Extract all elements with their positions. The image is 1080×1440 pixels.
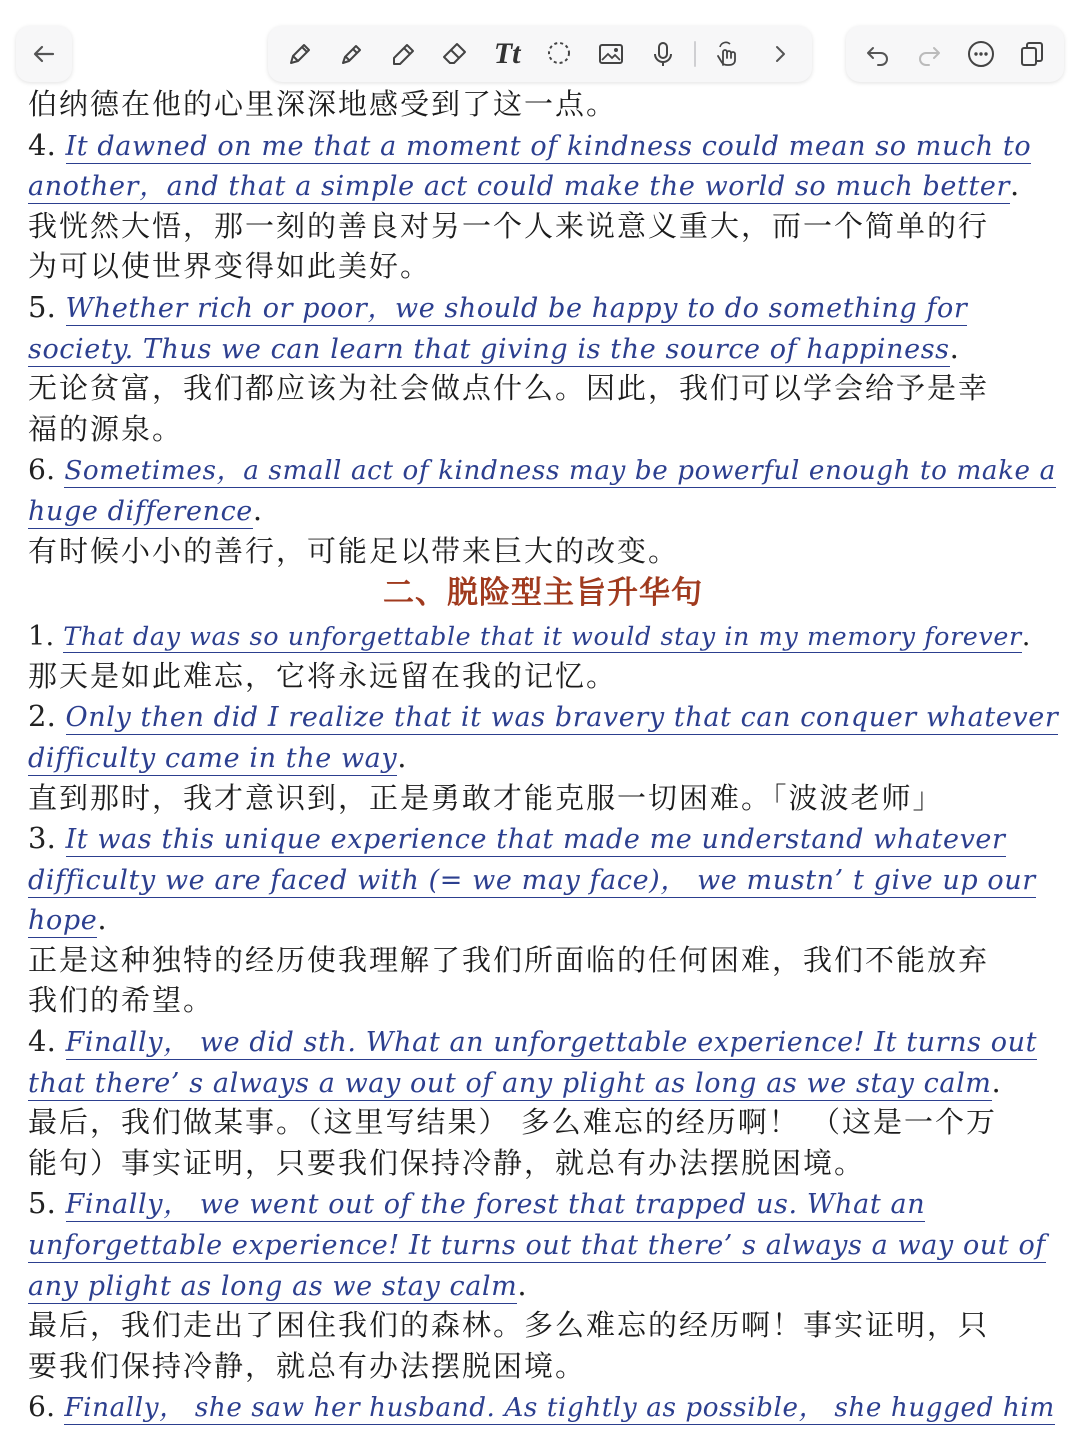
english-sentence-text: difficulty we are faced with (= we may face)， we mustn’ t give up our (28, 864, 1036, 896)
back-button[interactable] (16, 26, 72, 82)
period-mark: . (252, 492, 263, 527)
chinese-translation-line: 福的源泉。 (28, 411, 184, 446)
highlighter-icon[interactable] (384, 34, 424, 74)
period-mark: . (949, 330, 960, 365)
touch-icon[interactable] (708, 34, 748, 74)
english-sentence-text: Whether rich or poor，we should be happy to do something for (65, 292, 968, 324)
english-sentence-text: Finally， she saw her husband. As tightly as possible， she hugged him (64, 1393, 1055, 1424)
pages-icon[interactable] (1012, 34, 1052, 74)
english-sentence-line (28, 696, 1058, 737)
redo-icon[interactable] (909, 34, 949, 74)
arrow-left-icon (24, 34, 64, 74)
item-number: 3. (28, 821, 66, 856)
item-number: 1. (28, 621, 64, 653)
english-sentence-line (28, 1183, 1058, 1224)
chinese-translation-line: 伯纳德在他的心里深深地感受到了这一点。 (28, 87, 618, 121)
item-number: 2. (28, 699, 66, 734)
tool-palette (268, 26, 812, 82)
english-sentence-line (28, 899, 1058, 940)
period-mark: . (991, 1064, 1001, 1099)
item-number: 5. (28, 289, 66, 324)
item-number: 6. (28, 453, 65, 487)
english-sentence-line (28, 287, 1058, 328)
lasso-icon[interactable] (539, 34, 579, 74)
chinese-translation-line: 最后，我们走出了困住我们的森林。多么难忘的经历啊！事实证明，只 (28, 1308, 990, 1343)
period-mark: . (97, 902, 107, 937)
chinese-translation-line: 直到那时，我才意识到，正是勇敢才能克服一切困难。「波波老师」 (28, 780, 944, 815)
chinese-translation-line: 最后，我们做某事。（这里写结果） 多么难忘的经历啊！ （这是一个万 (28, 1105, 997, 1140)
image-icon[interactable] (591, 34, 631, 74)
english-sentence-text: unforgettable experience! It turns out that there’ s always a way out of (28, 1230, 1046, 1262)
english-sentence-text: Sometimes，a small act of kindness may be powerful enough to make a (64, 456, 1056, 487)
english-sentence-text: That day was so unforgettable that it would stay in my memory forever (63, 621, 1022, 652)
period-mark: . (517, 1267, 527, 1302)
toolbar-divider (694, 41, 696, 67)
period-mark: . (1009, 168, 1020, 203)
period-mark: . (1021, 621, 1031, 653)
english-sentence-line (28, 449, 1058, 490)
english-sentence-text: another，and that a simple act could make the world so much better (28, 171, 1010, 203)
text-icon[interactable]: Tt (493, 37, 521, 70)
english-sentence-text: Finally， we did sth. What an unforgettable experience! It turns out (65, 1027, 1038, 1059)
action-palette (846, 26, 1064, 82)
english-sentence-line (28, 1062, 1058, 1103)
english-sentence-text: that there’ s always a way out of any plight as long as we stay calm (28, 1067, 992, 1099)
english-sentence-text: Finally， we went out of the forest that trapped us. What an (65, 1189, 926, 1221)
section-heading: 二、脱险型主旨升华句 (383, 575, 703, 612)
chinese-translation-line: 有时候小小的善行，可能足以带来巨大的改变。 (28, 533, 680, 568)
period-mark: . (397, 739, 407, 774)
undo-icon[interactable] (858, 34, 898, 74)
english-sentence-text: any plight as long as we stay calm (28, 1270, 518, 1302)
english-sentence-text: huge difference (28, 495, 253, 527)
english-sentence-line (28, 490, 1058, 531)
item-number: 4. (28, 127, 66, 162)
english-sentence-line (28, 165, 1058, 206)
chinese-translation-line: 为可以使世界变得如此美好。 (28, 249, 432, 284)
english-sentence-text: Only then did I realize that it was bravery that can conquer whatever (65, 702, 1059, 734)
note-page[interactable] (28, 84, 1058, 1427)
item-number: 6. (28, 1390, 65, 1424)
english-sentence-line (28, 1021, 1058, 1062)
top-toolbar (0, 0, 1080, 92)
chinese-translation-line: 无论贫富，我们都应该为社会做点什么。因此，我们可以学会给予是幸 (28, 371, 990, 406)
english-sentence-line (28, 1224, 1058, 1265)
more-icon[interactable] (961, 34, 1001, 74)
english-sentence-text: difficulty came in the way (28, 742, 398, 774)
eraser-icon[interactable] (435, 34, 475, 74)
english-sentence-text: It dawned on me that a moment of kindness could mean so much to (65, 130, 1032, 162)
english-sentence-line (28, 737, 1058, 778)
english-sentence-line (28, 1265, 1058, 1306)
pen-icon[interactable] (332, 34, 372, 74)
english-sentence-text: It was this unique experience that made me understand whatever (65, 824, 1006, 856)
chevron-right-icon[interactable] (760, 34, 800, 74)
english-sentence-line (28, 125, 1058, 166)
english-sentence-line (28, 859, 1058, 900)
english-sentence-line (28, 1386, 1058, 1427)
pen-icon[interactable] (280, 34, 320, 74)
chinese-translation-line: 我恍然大悟，那一刻的善良对另一个人来说意义重大，而一个简单的行 (28, 208, 990, 243)
english-sentence-line (28, 615, 1058, 656)
english-sentence-text: society. Thus we can learn that giving is the source of happiness (28, 333, 950, 365)
item-number: 5. (28, 1186, 66, 1221)
chinese-translation-line: 要我们保持冷静，就总有办法摆脱困境。 (28, 1348, 587, 1383)
english-sentence-line (28, 328, 1058, 369)
item-number: 4. (28, 1024, 66, 1059)
chinese-translation-line: 那天是如此难忘，它将永远留在我的记忆。 (28, 658, 618, 693)
chinese-translation-line: 能句）事实证明，只要我们保持冷静，就总有办法摆脱困境。 (28, 1145, 866, 1180)
chinese-translation-line: 我们的希望。 (28, 983, 215, 1018)
chinese-translation-line: 正是这种独特的经历使我理解了我们所面临的任何困难，我们不能放弃 (28, 942, 990, 977)
english-sentence-line (28, 818, 1058, 859)
microphone-icon[interactable] (643, 34, 683, 74)
english-sentence-text: hope (28, 905, 98, 937)
